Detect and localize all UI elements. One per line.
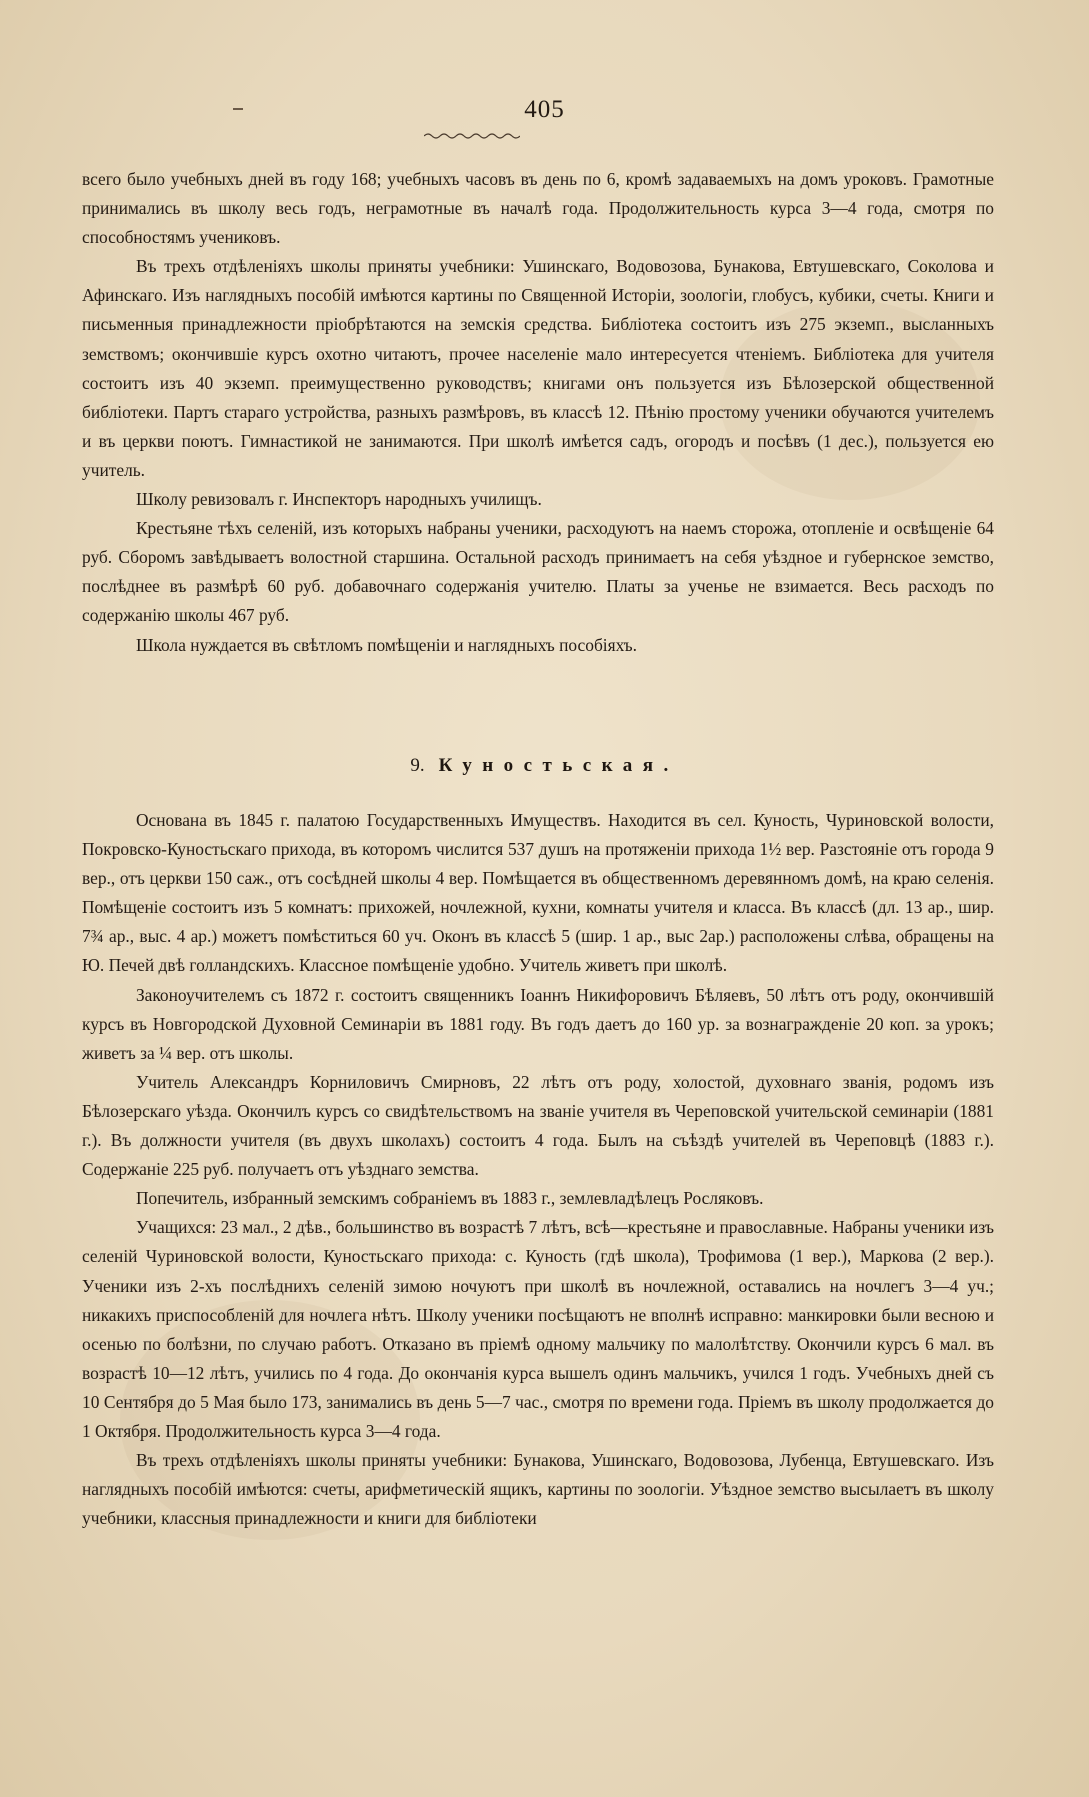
paragraph: Попечитель, избранный земскимъ собраніемъ въ 1883 г., землевладѣлецъ Росляковъ. <box>135 1188 764 1209</box>
page-number: 405 <box>524 96 565 123</box>
paragraph: Въ трехъ отдѣленіяхъ школы приняты учебники: Ушинскаго, Водовозова, Бунакова, Евтушевскаго, Соколова и Афинскаго. Изъ наглядныхъ пособій имѣются картины по Священной Исторіи, зоологіи, глобусъ, кубики, счеты. Книги и письменныя принадлежности пріобрѣтаются на земскія средства. Библіотека состоитъ изъ 275 экземп., высланныхъ земствомъ; окончившіе курсъ охотно читаютъ, прочее населеніе мало интересуется чтеніемъ. Библіотека для учителя состоитъ изъ 40 экземп. преимущественно руководствъ; книгами онъ пользуется изъ Бѣлозерской общественной библіотеки. Партъ стараго устройства, разныхъ размѣровъ, въ классѣ 12. Пѣнію простому ученики обучаются учителемъ и въ церкви поютъ. Гимнастикой не занимаются. При школѣ имѣется садъ, огородъ и посѣвъ (1 дес.), пользуется ею учитель. <box>82 256 994 480</box>
paragraph: Учащихся: 23 мал., 2 дѣв., большинство въ возрастѣ 7 лѣтъ, всѣ—крестьяне и православные. Набраны ученики изъ селеній Чуриновской волости, Куностьскаго прихода: с. Куность (гдѣ школа), Трофимова (1 вер.), Маркова (2 вер.). Ученики изъ 2-хъ послѣднихъ селеній зимою ночуютъ при школѣ въ ночлежной, оставались на ночлегъ 3—4 уч.; никакихъ приспособленій для ночлега нѣтъ. Школу ученики посѣщаютъ не вполнѣ исправно: манкировки были весною и осенью по болѣзни, по случаю работъ. Отказано въ пріемѣ одному мальчику по малолѣтству. Окончили курсъ 6 мал. въ возрастѣ 10—12 лѣтъ, учились по 4 года. До окончанія курса вышелъ одинъ мальчикъ, учился 1 годъ. Учебныхъ дней съ 10 Сентября до 5 Мая было 173, занимались въ день 5—7 час., смотря по времени года. Пріемъ въ школу продолжается до 1 Октября. Продолжительность курса 3—4 года. <box>82 1217 994 1441</box>
paragraph: Законоучителемъ съ 1872 г. состоитъ священникъ Іоаннъ Никифоровичъ Бѣляевъ, 50 лѣтъ отъ роду, окончившій курсъ въ Новгородской Духовной Семинаріи въ 1881 году. Въ годъ даетъ до 160 ур. за вознагражденіе 20 коп. за урокъ; живетъ за ¼ вер. отъ школы. <box>82 984 994 1063</box>
section-number: 9. <box>410 755 425 776</box>
paragraph: Въ трехъ отдѣленіяхъ школы приняты учебники: Бунакова, Ушинскаго, Водовозова, Лубенца, Евтушевскаго. Изъ наглядныхъ пособій имѣются: счеты, арифметическій ящикъ, картины по зоологіи. Уѣздное земство высылаетъ въ школу учебники, классныя принадлежности и книги для библіотеки <box>82 1450 994 1529</box>
section-heading <box>0 755 1089 777</box>
paragraph: всего было учебныхъ дней въ году 168; учебныхъ часовъ въ день по 6, кромѣ задаваемыхъ на домъ уроковъ. Грамотные принимались въ школу весь годъ, неграмотные въ началѣ года. Продолжительность курса 3—4 года, смотря по способностямъ учениковъ. <box>82 169 994 248</box>
bottom-text-block <box>82 806 994 1533</box>
wavy-ornament-icon <box>424 132 520 140</box>
paragraph: Школа нуждается въ свѣтломъ помѣщеніи и наглядныхъ пособіяхъ. <box>135 634 637 655</box>
paragraph: Основана въ 1845 г. палатою Государственныхъ Имуществъ. Находится въ сел. Куность, Чуриновской волости, Покровско-Куностьскаго прихода, въ которомъ числится 537 душъ на протяженіи прихода 1½ вер. Разстояніе отъ города 9 вер., отъ церкви 150 саж., отъ сосѣдней школы 4 вер. Помѣщается въ общественномъ деревянномъ домѣ, на краю селенія. Помѣщеніе состоитъ изъ 5 комнатъ: прихожей, ночлежной, кухни, комнаты учителя и класса. Въ классѣ (дл. 13 ар., шир. 7¾ ар., выс. 4 ар.) можетъ помѣститься 60 уч. Оконъ въ классѣ 5 (шир. 1 ар., выс 2ар.) расположены слѣва, обращены на Ю. Печей двѣ голландскихъ. Классное помѣщеніе удобно. Учитель живетъ при школѣ. <box>82 810 994 976</box>
paragraph: Учитель Александръ Корниловичъ Смирновъ, 22 лѣтъ отъ роду, холостой, духовнаго званія, родомъ изъ Бѣлозерскаго уѣзда. Окончилъ курсъ со свидѣтельствомъ на званіе учителя въ Череповской учительской семинаріи (1881 г.). Въ должности учителя (въ двухъ школахъ) состоитъ 4 года. Былъ на съѣздѣ учителей въ Череповцѣ (1883 г.). Содержаніе 225 руб. получаетъ отъ уѣзднаго земства. <box>82 1071 994 1180</box>
paragraph: Школу ревизовалъ г. Инспекторъ народныхъ училищъ. <box>135 489 542 510</box>
paragraph: Крестьяне тѣхъ селеній, изъ которыхъ набраны ученики, расходуютъ на наемъ сторожа, отопленіе и освѣщеніе 64 руб. Сборомъ завѣдываетъ волостной старшина. Остальной расходъ принимаетъ на себя уѣздное и губернское земство, послѣднее въ размѣрѣ 60 руб. добавочнаго содержанія учителю. Платы за ученье не взимается. Весь расходъ по содержанію школы 467 руб. <box>82 518 994 626</box>
section-title: Куностьская. <box>438 755 679 776</box>
top-text-block <box>82 165 994 660</box>
